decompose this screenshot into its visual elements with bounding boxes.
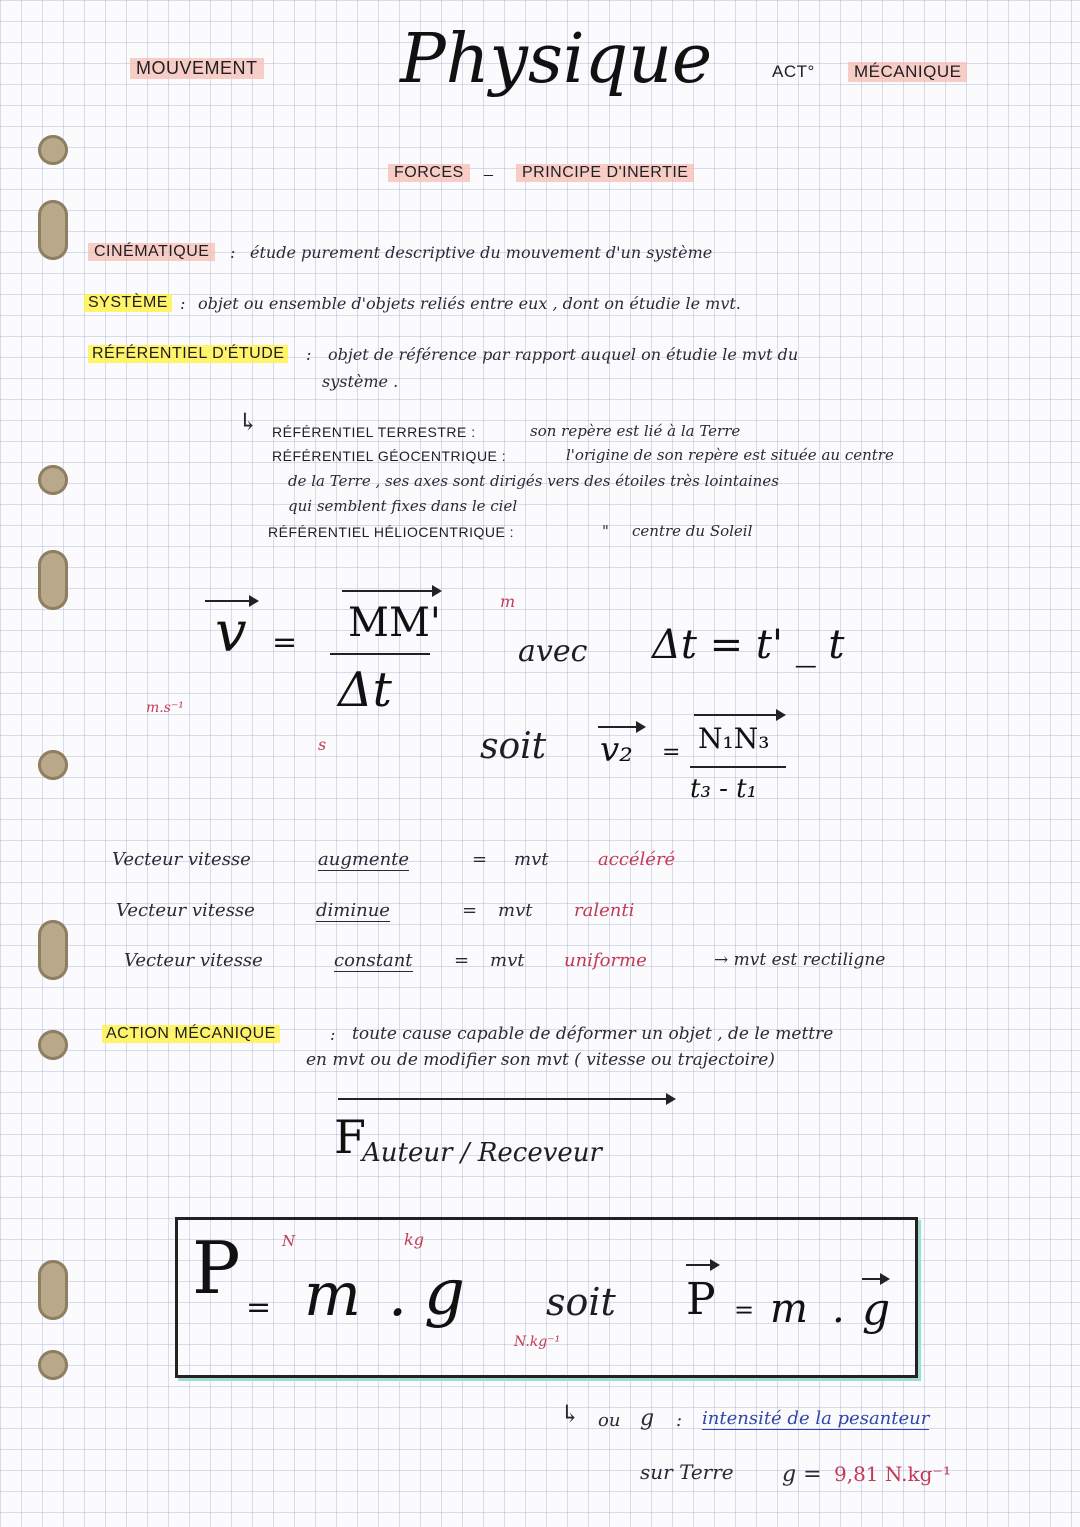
formula-num2: N₁N₃ [698, 722, 770, 755]
footer-g-definition: intensité de la pesanteur [702, 1408, 930, 1429]
force-symbol: F [334, 1110, 366, 1164]
subtitle-forces: FORCES [388, 164, 470, 182]
header-tag-right: MÉCANIQUE [848, 62, 967, 82]
binder-hole [38, 200, 68, 260]
unit-mm: m [500, 592, 516, 611]
term-referentiel-sep: : [306, 345, 312, 364]
unit-p: N [282, 1232, 296, 1250]
term-cinematique-sep: : [230, 243, 236, 262]
formula-den2: t₃ - t₁ [690, 774, 758, 804]
weight-vec-dot: . [832, 1286, 845, 1332]
text-ref-geo-line1: l'origine de son repère est située au centre [566, 446, 894, 464]
rule-mvt: mvt [498, 900, 533, 921]
weight-eq: = [246, 1290, 272, 1325]
formula-v-eq: = [272, 625, 298, 660]
rule-subject: Vecteur vitesse [124, 950, 263, 971]
binder-hole [38, 1030, 68, 1060]
weight-soit: soit [546, 1280, 616, 1324]
weight-vec-m: m [770, 1286, 808, 1332]
sub-arrow-icon: ↳ [238, 408, 259, 436]
definition-action-line1: toute cause capable de déformer un objet , de le mettre [352, 1024, 834, 1044]
rule-eq: = [472, 849, 488, 870]
text-ref-geo-line3: qui semblent fixes dans le ciel [288, 497, 518, 515]
rule-subject: Vecteur vitesse [112, 849, 251, 870]
vector-arrow-v2 [598, 726, 644, 728]
vector-arrow-g [862, 1278, 888, 1280]
binder-hole [38, 135, 68, 165]
unit-v: m.s⁻¹ [146, 700, 184, 716]
label-ref-heliocentrique: RÉFÉRENTIEL HÉLIOCENTRIQUE : [268, 524, 515, 540]
formula-avec: avec [518, 634, 588, 669]
rule-verb: diminue [316, 900, 390, 921]
ditto-mark: " [602, 522, 609, 540]
rule-result: ralenti [574, 900, 635, 921]
formula-v2: v₂ [600, 730, 633, 770]
weight-vec-eq: = [734, 1296, 755, 1324]
binder-hole [38, 920, 68, 980]
rule-mvt: mvt [490, 950, 525, 971]
label-ref-terrestre: RÉFÉRENTIEL TERRESTRE : [272, 424, 476, 440]
formula-soit: soit [480, 726, 547, 767]
footer-sep: : [676, 1410, 683, 1431]
text-ref-heliocentrique: centre du Soleil [632, 522, 753, 540]
unit-g: N.kg⁻¹ [514, 1334, 561, 1350]
force-subscript: Auteur / Receveur [362, 1138, 602, 1168]
binder-hole [38, 1260, 68, 1320]
vector-arrow-force [338, 1098, 674, 1100]
footer-sur-terre: sur Terre [640, 1460, 734, 1484]
definition-referentiel-line2: système . [322, 372, 399, 391]
rule-subject: Vecteur vitesse [116, 900, 255, 921]
rule-extra: → mvt est rectiligne [714, 950, 886, 970]
term-referentiel: RÉFÉRENTIEL D'ÉTUDE [88, 345, 288, 363]
weight-g: g [424, 1256, 465, 1330]
rule-eq: = [462, 900, 478, 921]
binder-hole [38, 750, 68, 780]
term-cinematique: CINÉMATIQUE [88, 243, 215, 261]
formula-v2-eq: = [662, 740, 681, 765]
formula-denominator: Δt [338, 662, 392, 718]
weight-vec-p: P [686, 1274, 716, 1325]
formula-numerator: MM' [348, 600, 441, 646]
term-systeme: SYSTÈME [84, 294, 172, 312]
binder-hole [38, 465, 68, 495]
term-action-mecanique: ACTION MÉCANIQUE [102, 1025, 280, 1043]
formula-delta-def: Δt = t' _ t [652, 622, 845, 668]
rule-mvt: mvt [514, 849, 549, 870]
vector-arrow-n1n3 [694, 714, 784, 716]
footer-g-value: 9,81 N.kg⁻¹ [834, 1462, 951, 1486]
definition-systeme: objet ou ensemble d'objets reliés entre eux , dont on étudie le mvt. [198, 294, 741, 313]
footer-arrow-icon: ↳ [560, 1400, 581, 1428]
weight-dot: . [388, 1260, 408, 1330]
term-systeme-sep: : [180, 294, 186, 313]
rule-result: uniforme [564, 950, 647, 971]
definition-action-line2: en mvt ou de modifier son mvt ( vitesse ou trajectoire) [306, 1050, 775, 1070]
page-title: Physique [400, 20, 713, 99]
footer-ou: ou [598, 1410, 621, 1431]
header-tag-right-prefix: ACT° [772, 62, 815, 81]
vector-arrow-mm [342, 590, 440, 592]
weight-m: m [304, 1260, 361, 1330]
rule-result: accéléré [598, 849, 676, 870]
header-tag-left: MOUVEMENT [130, 58, 264, 79]
footer-g-eq: g = [782, 1462, 822, 1487]
term-action-sep: : [330, 1025, 336, 1044]
footer-g: g [640, 1406, 655, 1431]
definition-cinematique: étude purement descriptive du mouvement d'un système [250, 243, 713, 262]
binder-hole [38, 1350, 68, 1380]
definition-referentiel-line1: objet de référence par rapport auquel on étudie le mvt du [328, 345, 799, 364]
weight-vec-g: g [862, 1284, 891, 1335]
vector-arrow-p [686, 1264, 718, 1266]
unit-m: kg [404, 1230, 424, 1249]
subtitle-inertie: PRINCIPE D'INERTIE [516, 164, 694, 182]
formula-v: v [215, 600, 247, 665]
fraction-bar-2 [690, 766, 786, 768]
subtitle-separator: _ [484, 160, 494, 177]
rule-eq: = [454, 950, 470, 971]
text-ref-geo-line2: de la Terre , ses axes sont dirigés vers des étoiles très lointaines [288, 472, 779, 490]
label-ref-geocentrique: RÉFÉRENTIEL GÉOCENTRIQUE : [272, 448, 507, 464]
unit-dt: s [318, 735, 327, 754]
binder-hole [38, 550, 68, 610]
fraction-bar [330, 653, 430, 655]
text-ref-terrestre: son repère est lié à la Terre [530, 422, 741, 440]
rule-verb: augmente [318, 849, 410, 870]
rule-verb: constant [334, 950, 413, 971]
weight-p: P [192, 1226, 241, 1310]
